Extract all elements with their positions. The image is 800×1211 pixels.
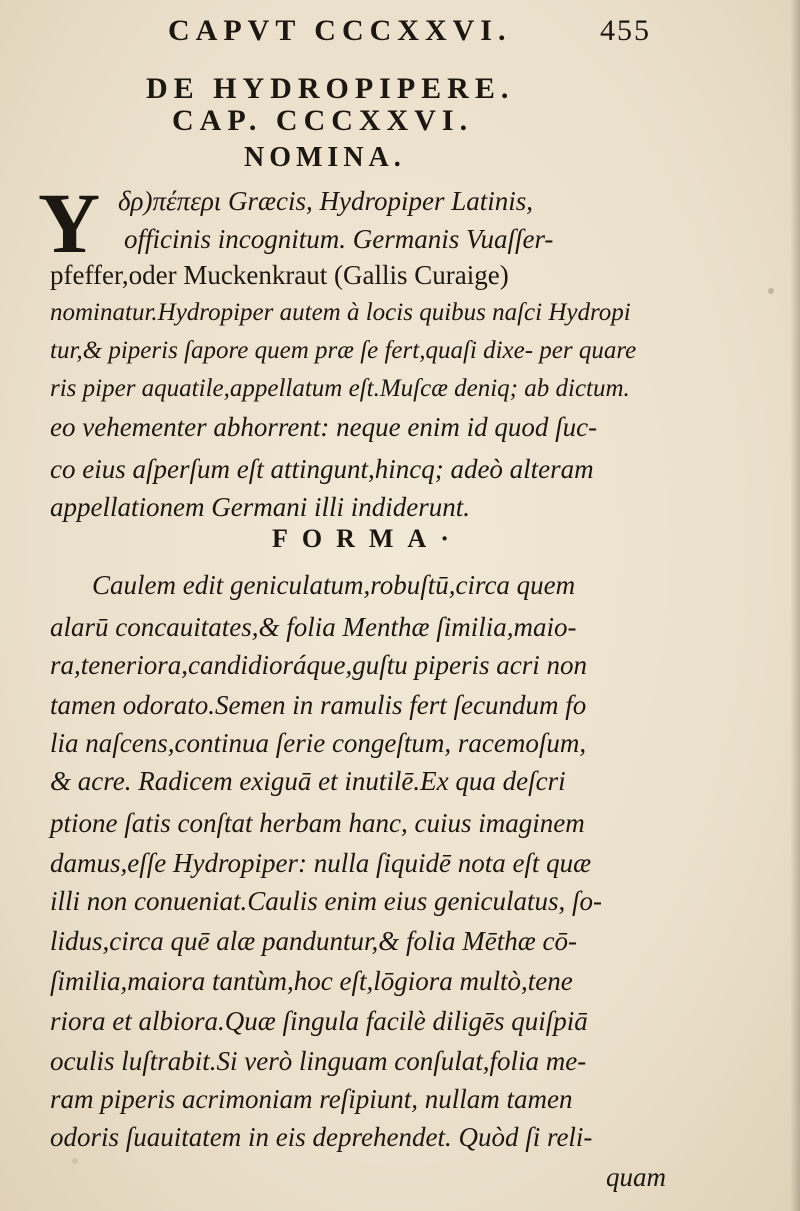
nomina-line: pfeffer,oder Muckenkraut (Gallis Curaige) [50, 260, 509, 290]
section-heading-forma: FORMA· [272, 524, 463, 553]
nomina-line: nominatur.Hydropiper autem à locis quibus naſci Hydropi [50, 299, 631, 326]
nomina-line: officinis incognitum. Germanis Vuaſſer- [124, 224, 554, 254]
forma-line: ptione ſatis conſtat herbam hanc, cuius imaginem [50, 808, 585, 838]
forma-line: riora et albiora.Quæ ſingula facilè diligēs quiſpiā [50, 1006, 588, 1036]
forma-line: tamen odorato.Semen in ramulis fert ſecundum fo [50, 690, 587, 720]
drop-capital: Y [38, 175, 101, 271]
forma-line: damus,eſſe Hydropiper: nulla ſiquidē nota eſt quæ [50, 848, 592, 878]
forma-line: ram piperis acrimoniam reſipiunt, nullam tamen [50, 1084, 573, 1114]
ink-speck [72, 1158, 78, 1164]
page-number: 455 [600, 14, 651, 47]
section-heading-nomina: NOMINA. [244, 142, 406, 173]
nomina-line: ris piper aquatile,appellatum eſt.Muſcæ deniq; ab dictum. [50, 375, 630, 402]
forma-line: lia naſcens,continua ſerie congeſtum, racemoſum, [50, 728, 587, 758]
forma-line: ſimilia,maiora tantùm,hoc eſt,lōgiora multò,tene [50, 966, 573, 996]
forma-line: odoris ſuauitatem in eis deprehendet. Quòd ſi reli- [50, 1122, 593, 1152]
catchword: quam [606, 1162, 666, 1192]
forma-line: lidus,circa quē alæ panduntur,& folia Mēthæ cō- [50, 926, 577, 956]
forma-line: alarū concauitates,& folia Menthæ ſimilia,maio- [50, 612, 577, 642]
forma-line: & acre. Radicem exiguā et inutilē.Ex qua deſcri [50, 766, 566, 796]
chapter-number: CAP. CCCXXVI. [172, 104, 474, 137]
page-edge-shadow [790, 0, 800, 1211]
forma-line: ra,teneriora,candidioráque,guſtu piperis acri non [50, 650, 587, 680]
running-head [168, 14, 668, 58]
running-head-title: CAPVT CCCXXVI. [168, 14, 512, 47]
nomina-line: tur,& piperis ſapore quem præ ſe fert,quaſi dixe- per quare [50, 337, 637, 364]
ink-speck [768, 288, 774, 294]
forma-line: Caulem edit geniculatum,robuſtū,circa quem [92, 570, 576, 600]
nomina-line: δρ)πέπερι Græcis, Hydropiper Latinis, [118, 186, 534, 216]
forma-line: illi non conueniat.Caulis enim eius geniculatus, ſo- [50, 886, 602, 916]
forma-line: oculis luſtrabit.Si verò linguam conſulat,folia me- [50, 1046, 587, 1076]
nomina-line: eo vehementer abhorrent: neque enim id quod ſuc- [50, 412, 598, 442]
nomina-line: appellationem Germani illi indiderunt. [50, 492, 470, 522]
nomina-line: co eius aſperſum eſt attingunt,hincq; adeò alteram [50, 454, 594, 484]
chapter-title: DE HYDROPIPERE. [146, 72, 515, 105]
